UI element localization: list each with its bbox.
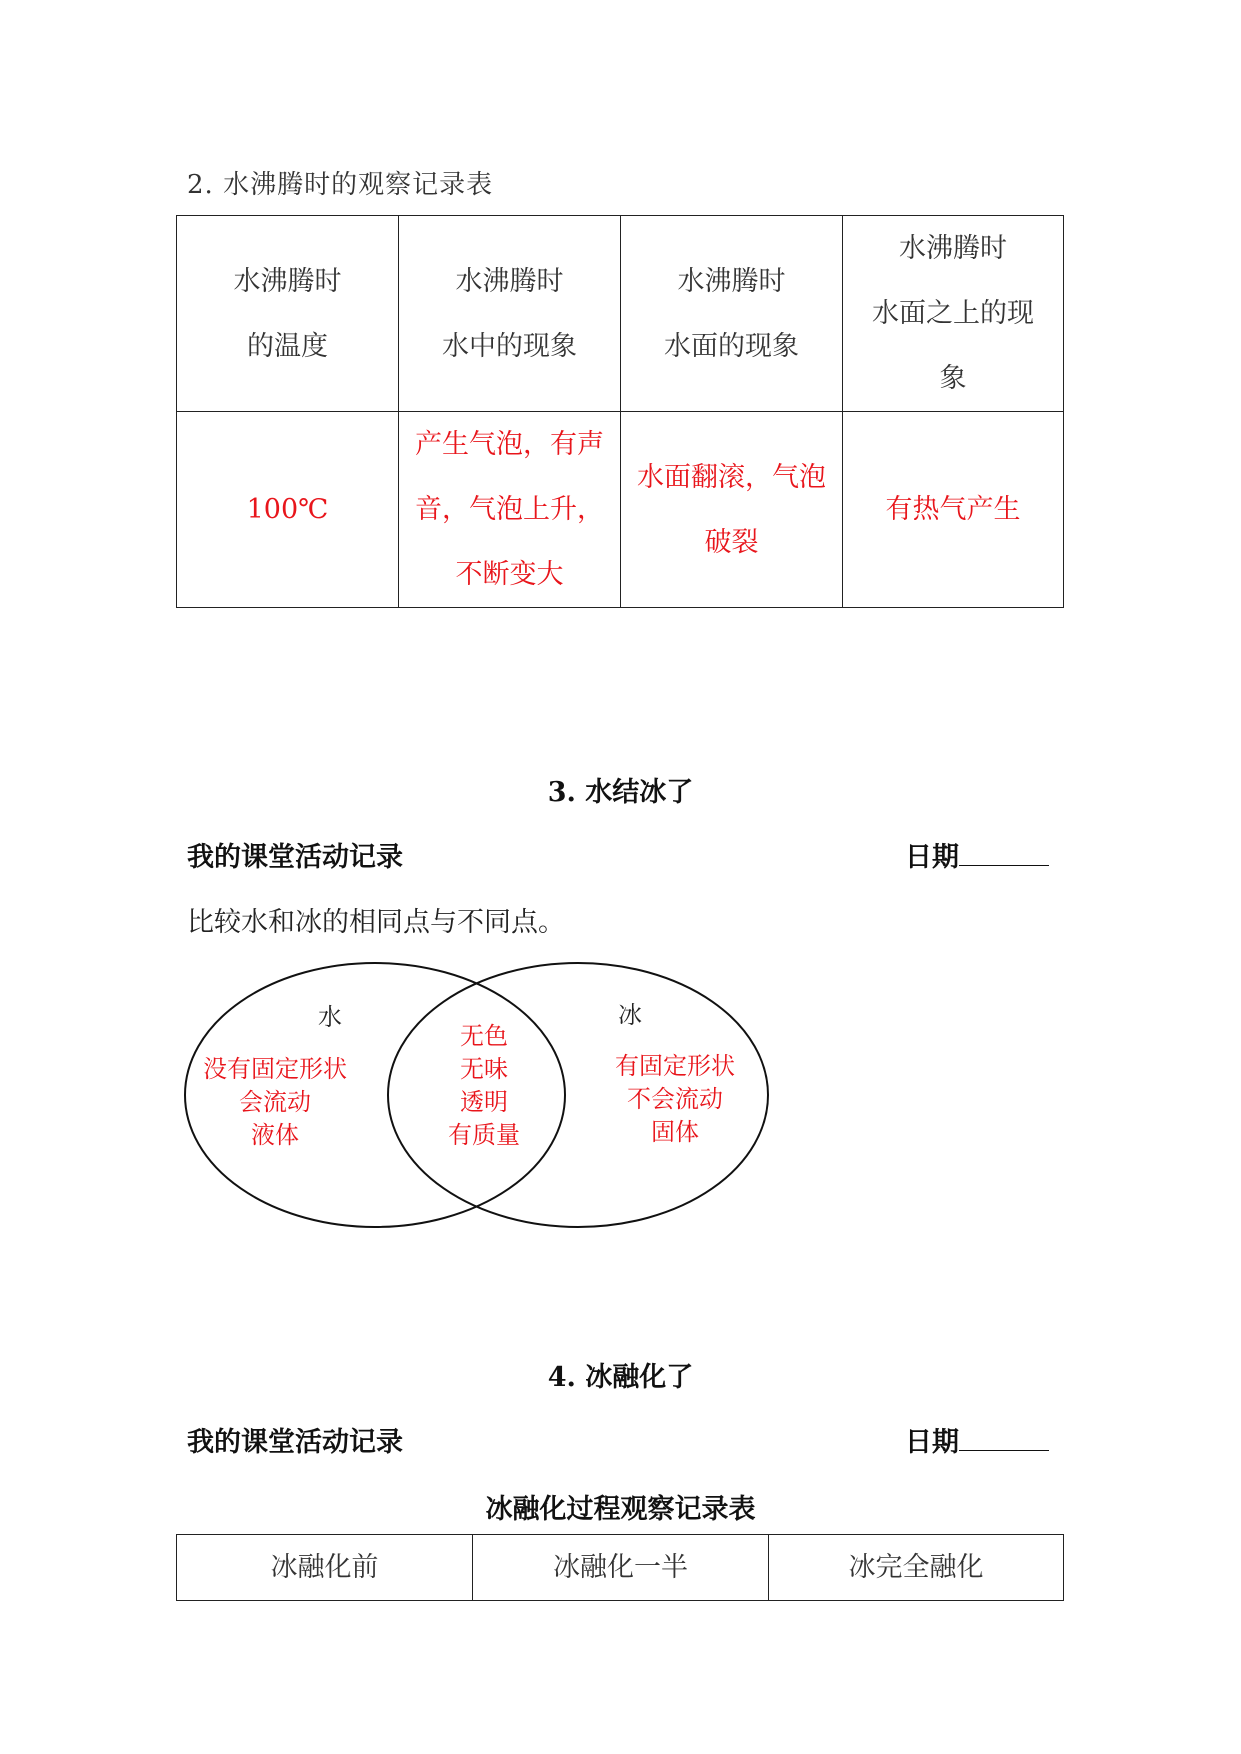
value-temperature bbox=[177, 412, 399, 608]
header-temperature bbox=[177, 216, 399, 412]
boiling-observation-table bbox=[176, 215, 1064, 608]
section3-heading: 3. 水结冰了 bbox=[547, 777, 694, 808]
list-item: 有固定形状 bbox=[615, 1052, 735, 1080]
cell-line: 水中的现象 bbox=[442, 330, 577, 362]
cell-line: 100℃ bbox=[246, 494, 329, 525]
header-above-surface bbox=[843, 216, 1064, 412]
value-above-surface bbox=[843, 412, 1064, 608]
list-item: 会流动 bbox=[239, 1088, 311, 1116]
section2-title: 2. 水沸腾时的观察记录表 bbox=[187, 170, 494, 200]
cell-line: 水沸腾时 bbox=[899, 233, 1007, 264]
section3-instruction: 比较水和冰的相同点与不同点。 bbox=[187, 907, 565, 938]
cell-line: 不断变大 bbox=[455, 559, 564, 590]
cell-line: 水面翻滚，气泡 bbox=[637, 461, 826, 493]
section4-date bbox=[905, 1420, 1049, 1459]
venn-shared-items bbox=[414, 1020, 554, 1152]
cell-line: 水沸腾时 bbox=[455, 265, 564, 297]
cell-line: 产生气泡，有声 bbox=[415, 429, 604, 460]
list-item: 透明 bbox=[460, 1088, 508, 1116]
list-item: 无味 bbox=[460, 1055, 508, 1083]
value-water-surface bbox=[621, 412, 843, 608]
list-item: 有质量 bbox=[448, 1121, 520, 1149]
date-label: 日期 bbox=[905, 1427, 959, 1458]
cell-line: 水沸腾时 bbox=[233, 265, 342, 297]
table-header-row bbox=[177, 1535, 1064, 1601]
header-fully-melt: 冰完全融化 bbox=[769, 1535, 1064, 1601]
section3-record-label: 我的课堂活动记录 bbox=[187, 842, 403, 873]
list-item: 固体 bbox=[651, 1118, 699, 1146]
list-item: 无色 bbox=[460, 1022, 508, 1050]
list-item: 液体 bbox=[251, 1121, 299, 1149]
cell-line: 音，气泡上升， bbox=[415, 494, 604, 525]
venn-left-label: 水 bbox=[318, 1003, 342, 1031]
cell-line: 的温度 bbox=[247, 330, 328, 362]
table-header-row bbox=[177, 216, 1064, 412]
section4-heading: 4. 冰融化了 bbox=[547, 1362, 694, 1393]
cell-line: 象 bbox=[939, 363, 967, 394]
cell-line: 水沸腾时 bbox=[677, 265, 786, 297]
section4-record-label: 我的课堂活动记录 bbox=[187, 1427, 403, 1458]
value-in-water bbox=[399, 412, 621, 608]
date-label: 日期 bbox=[905, 842, 959, 873]
date-blank bbox=[959, 839, 1049, 866]
header-water-surface bbox=[621, 216, 843, 412]
cell-line: 有热气产生 bbox=[885, 494, 1021, 525]
header-in-water bbox=[399, 216, 621, 412]
venn-right-items bbox=[600, 1050, 750, 1149]
section4-table-title: 冰融化过程观察记录表 bbox=[485, 1494, 756, 1525]
header-before-melt: 冰融化前 bbox=[177, 1535, 473, 1601]
venn-left-items bbox=[190, 1053, 360, 1152]
date-blank bbox=[959, 1424, 1049, 1451]
venn-right-label: 冰 bbox=[618, 1001, 642, 1029]
cell-line: 破裂 bbox=[704, 526, 759, 558]
section3-date bbox=[905, 835, 1049, 874]
header-half-melt: 冰融化一半 bbox=[473, 1535, 769, 1601]
melting-observation-table bbox=[176, 1534, 1064, 1601]
cell-line: 水面的现象 bbox=[664, 330, 799, 362]
table-row bbox=[177, 412, 1064, 608]
list-item: 不会流动 bbox=[627, 1085, 723, 1113]
cell-line: 水面之上的现 bbox=[872, 298, 1034, 329]
list-item: 没有固定形状 bbox=[203, 1055, 347, 1083]
